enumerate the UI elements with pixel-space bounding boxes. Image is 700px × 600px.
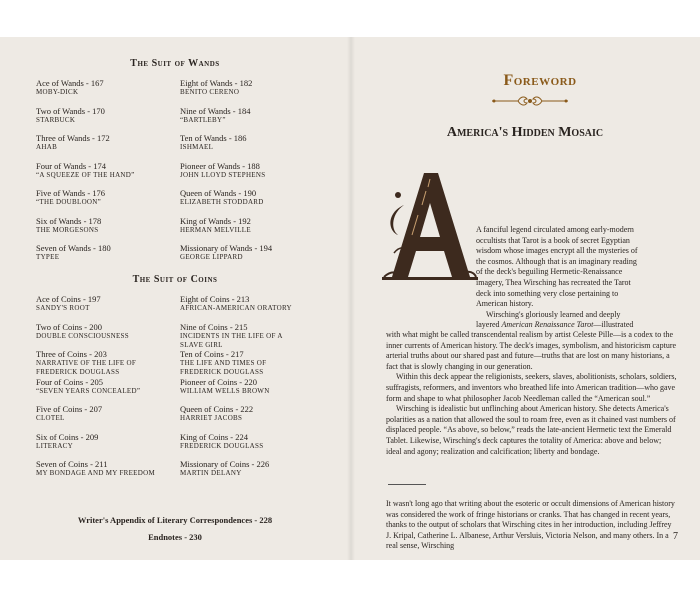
inline-text: —illustrated xyxy=(593,320,634,330)
book-title: MARTIN DELANY xyxy=(180,469,242,477)
book-title: AHAB xyxy=(36,143,58,151)
card-name: Nine of Wands - 184 xyxy=(180,105,251,116)
book-title: NARRATIVE OF THE LIFE OF xyxy=(36,359,137,367)
endnotes-entry: Endnotes - 230 xyxy=(148,532,202,542)
toc-entry xyxy=(36,78,186,97)
book-title: WILLIAM WELLS BROWN xyxy=(180,386,270,395)
drop-cap-a-icon xyxy=(382,165,478,283)
card-name: Five of Coins - 207 xyxy=(36,404,103,414)
body-paragraphs xyxy=(386,330,678,457)
book-title: ELIZABETH STODDARD xyxy=(180,198,264,206)
right-page xyxy=(350,37,700,560)
card-name: Seven of Coins - 211 xyxy=(36,459,108,469)
book-title: “SEVEN YEARS CONCEALED” xyxy=(36,386,141,395)
book-title-line2: SLAVE GIRL xyxy=(180,340,223,349)
card-name: Six of Wands - 178 xyxy=(36,215,102,226)
toc-entry xyxy=(180,161,330,180)
drop-line: American history. xyxy=(476,299,534,309)
card-name: Four of Wands - 174 xyxy=(36,160,106,171)
card-name: Eight of Coins - 213 xyxy=(180,294,250,304)
book-title: MY BONDAGE AND MY FREEDOM xyxy=(36,469,155,477)
book-title: THE MORGESONS xyxy=(36,225,99,234)
toc-entry xyxy=(36,432,186,451)
body-paragraph: Wirsching is idealistic but unflinching about American history. She detects America's polarities as a nation that allowed the soul to roam free, even as it chained vast numbers of displaced people. “As above, so below,” reads the late-ancient Hermetic text the Emerald Tablet. Likewise, Wirsching's deck captures the totality of America: above and below; ideal and agony; realization and calcification; liberty and bondage. xyxy=(386,404,676,456)
book-title: “A SQUEEZE OF THE HAND” xyxy=(36,170,135,179)
toc-entry xyxy=(36,243,186,262)
book-spread xyxy=(0,37,700,560)
card-name: Two of Coins - 200 xyxy=(36,321,102,332)
card-name: Ace of Coins - 197 xyxy=(36,294,101,304)
drop-line: the cosmos. Although that is an imaginary reading xyxy=(476,256,637,266)
toc-entry xyxy=(36,349,186,377)
toc-entry xyxy=(36,322,186,341)
toc-entry xyxy=(36,188,186,207)
card-name: Nine of Coins - 215 xyxy=(180,321,248,332)
card-name: Three of Coins - 203 xyxy=(36,349,107,359)
book-title-line2: FREDERICK DOUGLASS xyxy=(36,368,120,376)
toc-entry xyxy=(180,322,330,350)
drop-line: wisdom whose images encrypt all the mysteries of xyxy=(476,246,638,256)
body-paragraph: Within this deck appear the religionists, seekers, slaves, abolitionists, scholars, soldiers, suffragists, reformers, and inventors who breathed life into American tradition—who gave form and shape to what philosopher Jacob Needleman called the “American soul.” xyxy=(386,372,677,403)
inline-text: layered xyxy=(476,320,500,330)
toc-entry xyxy=(180,106,330,125)
card-name: Ace of Wands - 167 xyxy=(36,78,104,88)
card-name: Queen of Wands - 190 xyxy=(180,188,257,198)
book-title: AFRICAN-AMERICAN ORATORY xyxy=(180,304,292,312)
book-title: LITERACY xyxy=(36,441,74,450)
body-paragraph: It wasn't long ago that writing about the esoteric or occult dimensions of American history was considered the work of fringe historians or cranks. That has changed in recent years, thanks to the output of scholars that Wirsching cites in her introduction, including Jeffrey J. Kripal, Catherine L. Albanese, Arthur Versluis, Victoria Nelson, and many others. In a real sense, Wirsching xyxy=(386,499,675,551)
toc-entry xyxy=(180,432,330,451)
toc-entry xyxy=(180,216,330,235)
card-name: Queen of Coins - 222 xyxy=(180,404,254,414)
card-name: Pioneer of Coins - 220 xyxy=(180,376,257,387)
toc-entry xyxy=(36,106,186,125)
book-title: ISHMAEL xyxy=(180,143,214,151)
card-name: Three of Wands - 172 xyxy=(36,133,110,143)
toc-entry xyxy=(180,133,330,152)
section-rule xyxy=(388,484,426,485)
card-name: Eight of Wands - 182 xyxy=(180,78,253,88)
toc-entry xyxy=(180,294,330,313)
toc-entry xyxy=(180,243,330,262)
toc-entry xyxy=(36,133,186,152)
toc-entry xyxy=(36,294,186,313)
card-name: Missionary of Coins - 226 xyxy=(180,459,270,469)
wands-suit-title: The Suit of Wands xyxy=(130,58,220,69)
toc-entry xyxy=(36,161,186,180)
chapter-title: America's Hidden Mosaic xyxy=(446,125,604,140)
book-title: “BARTLEBY” xyxy=(180,115,226,124)
card-name: Two of Wands - 170 xyxy=(36,105,105,116)
toc-entry xyxy=(180,349,330,377)
card-name: Missionary of Wands - 194 xyxy=(180,243,273,253)
drop-line: imagery, Thea Wirsching has recreated the Tarot xyxy=(476,277,631,287)
card-name: King of Wands - 192 xyxy=(180,215,251,226)
body-paragraph: with what might be called transcendental realism by artist Celeste Pille—is a codex to the inner currents of American history. The deck's images, symbolism, and historicism capture arterial truths about our shared past and future—truths that are lost on many historians, a fact that is slowly changing in our generation. xyxy=(386,330,677,371)
toc-entry xyxy=(180,78,330,97)
card-name: Seven of Wands - 180 xyxy=(36,243,111,253)
drop-line: deck into something very close pertaining to xyxy=(476,288,619,298)
book-title: MOBY-DICK xyxy=(36,88,79,96)
continuation-paragraph xyxy=(386,499,678,552)
card-name: Ten of Wands - 186 xyxy=(180,133,247,143)
card-name: King of Coins - 224 xyxy=(180,431,248,442)
book-title: TYPEE xyxy=(36,253,60,261)
foreword-title: Foreword xyxy=(503,72,577,89)
toc-entry xyxy=(36,459,186,478)
book-title: “THE DOUBLOON” xyxy=(36,198,102,206)
book-title: JOHN LLOYD STEPHENS xyxy=(180,170,266,179)
card-name: Four of Coins - 205 xyxy=(36,376,104,387)
book-title: THE LIFE AND TIMES OF xyxy=(180,359,267,367)
toc-entry xyxy=(180,377,330,396)
drop-line: occultists that Tarot is a book of secret Egyptian xyxy=(476,235,630,245)
book-title: GEORGE LIPPARD xyxy=(180,253,243,261)
toc-entry xyxy=(180,459,330,478)
toc-entry xyxy=(180,404,330,423)
toc-entry xyxy=(36,377,186,396)
book-title: INCIDENTS IN THE LIFE OF A xyxy=(180,331,283,340)
toc-entry xyxy=(180,188,330,207)
card-name: Six of Coins - 209 xyxy=(36,431,99,442)
card-name: Pioneer of Wands - 188 xyxy=(180,160,260,171)
book-title: BENITO CERENO xyxy=(180,88,240,96)
drop-line: A fanciful legend circulated among early-modern xyxy=(476,225,634,234)
book-title-line2: FREDERICK DOUGLASS xyxy=(180,368,264,376)
toc-entry xyxy=(36,404,186,423)
drop-cap-paragraph xyxy=(476,225,676,331)
card-name: Ten of Coins - 217 xyxy=(180,349,244,359)
book-title-italic: American Renaissance Tarot xyxy=(501,320,594,330)
book-title: HARRIET JACOBS xyxy=(180,414,243,422)
coins-suit-title: The Suit of Coins xyxy=(132,274,218,285)
toc-entry xyxy=(36,216,186,235)
book-title: FREDERICK DOUGLASS xyxy=(180,441,264,450)
ornament-icon xyxy=(490,93,570,109)
book-title: CLOTEL xyxy=(36,414,65,422)
book-title: SANDY'S ROOT xyxy=(36,304,90,312)
page-number: 7 xyxy=(673,531,678,542)
drop-line: of the deck's beguiling Hermetic-Renaissance xyxy=(476,267,623,277)
left-page xyxy=(0,37,350,560)
appendix-entry: Writer's Appendix of Literary Correspondences - 228 xyxy=(77,515,273,525)
drop-line: Wirsching's gloriously learned and deeply xyxy=(486,309,621,319)
book-title: HERMAN MELVILLE xyxy=(180,225,251,234)
book-title: STARBUCK xyxy=(36,115,76,124)
card-name: Five of Wands - 176 xyxy=(36,188,106,198)
book-title: DOUBLE CONSCIOUSNESS xyxy=(36,331,129,340)
